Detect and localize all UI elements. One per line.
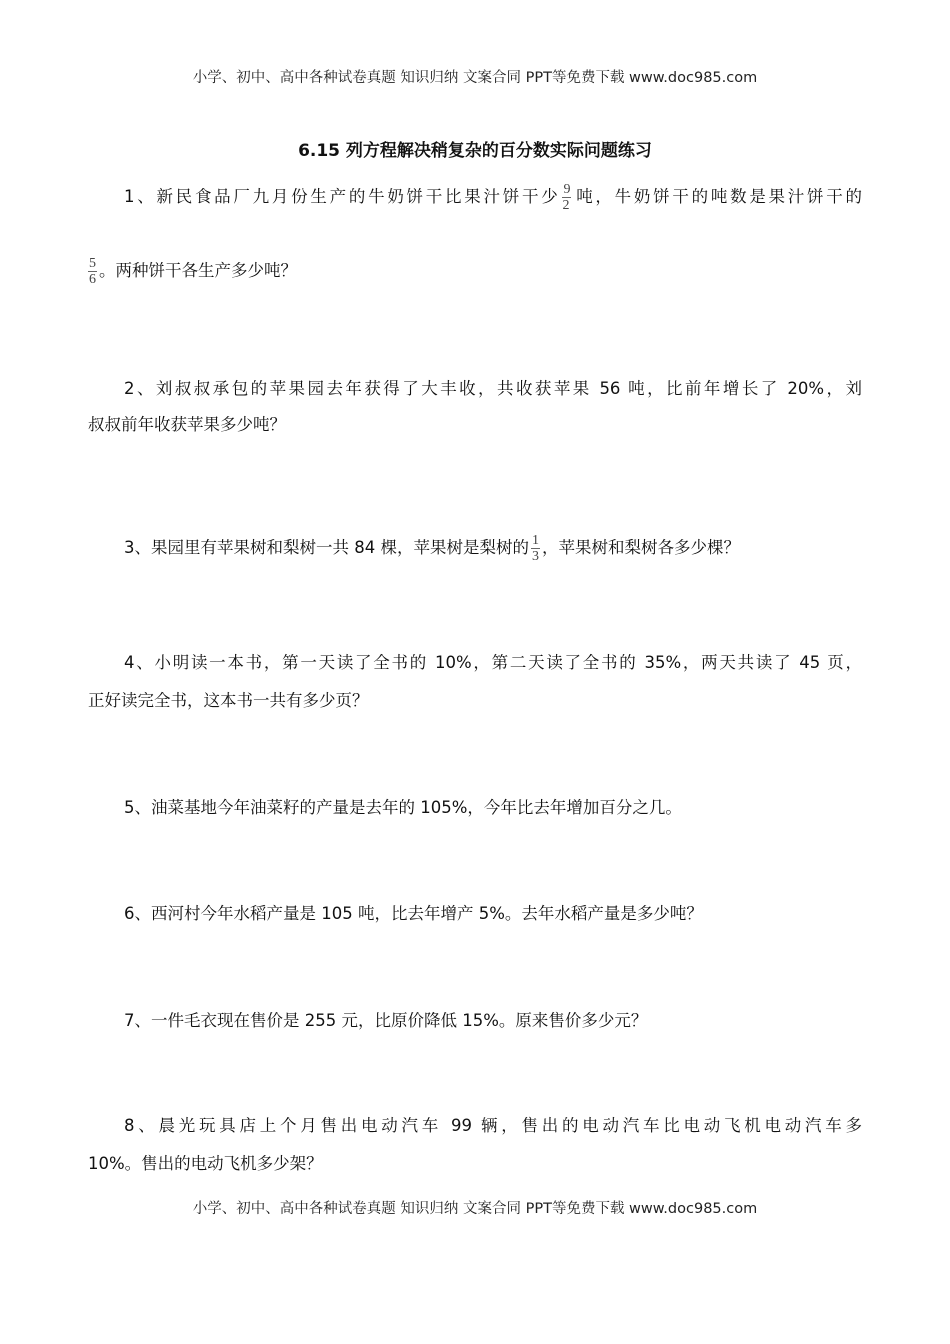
question-1-line-1: 1、新民食品厂九月份生产的牛奶饼干比果汁饼干少 $\frac{9}{2}$ 吨，牛奶饼干的吨数是果汁饼干的	[124, 182, 863, 213]
question-8-line-1: 8、晨光玩具店上个月售出电动汽车 99 辆，售出的电动汽车比电动飞机电动汽车多	[124, 1116, 862, 1135]
question-5: 5、油菜基地今年油菜籽的产量是去年的 105%，今年比去年增加百分之几。	[124, 798, 682, 817]
question-6: 6、西河村今年水稻产量是 105 吨，比去年增产 5%。去年水稻产量是多少吨？	[124, 904, 703, 923]
page-title: 6.15 列方程解决稍复杂的百分数实际问题练习	[298, 141, 652, 161]
fraction: $\frac{9}{2}$	[562, 182, 571, 213]
fraction: $\frac{1}{3}$	[531, 533, 539, 564]
page-header: 小学、初中、高中各种试卷真题 知识归纳 文案合同 PPT等免费下载 www.doc985.com	[192, 70, 758, 86]
question-2-line-1: 2、刘叔叔承包的苹果园去年获得了大丰收，共收获苹果 56 吨，比前年增长了 20%，刘	[124, 379, 862, 398]
question-4-line-1: 4、小明读一本书，第一天读了全书的 10%，第二天读了全书的 35%，两天共读了 45 页，	[124, 653, 862, 672]
question-7: 7、一件毛衣现在售价是 255 元，比原价降低 15%。原来售价多少元？	[124, 1011, 648, 1030]
page-footer: 小学、初中、高中各种试卷真题 知识归纳 文案合同 PPT等免费下载 www.doc985.com	[192, 1201, 758, 1217]
question-4-line-2: 正好读完全书，这本书一共有多少页？	[88, 691, 369, 710]
question-1-line-2: $\frac{5}{6}$ 。两种饼干各生产多少吨？	[89, 256, 297, 287]
question-2-line-2: 叔叔前年收获苹果多少吨？	[88, 415, 286, 434]
question-3: 3、果园里有苹果树和梨树一共 84 棵，苹果树是梨树的 $\frac{1}{3}$ ，苹果树和梨树各多少棵？	[124, 533, 740, 564]
question-8-line-2: 10%。售出的电动飞机多少架？	[88, 1154, 323, 1173]
fraction: $\frac{5}{6}$	[89, 256, 96, 287]
